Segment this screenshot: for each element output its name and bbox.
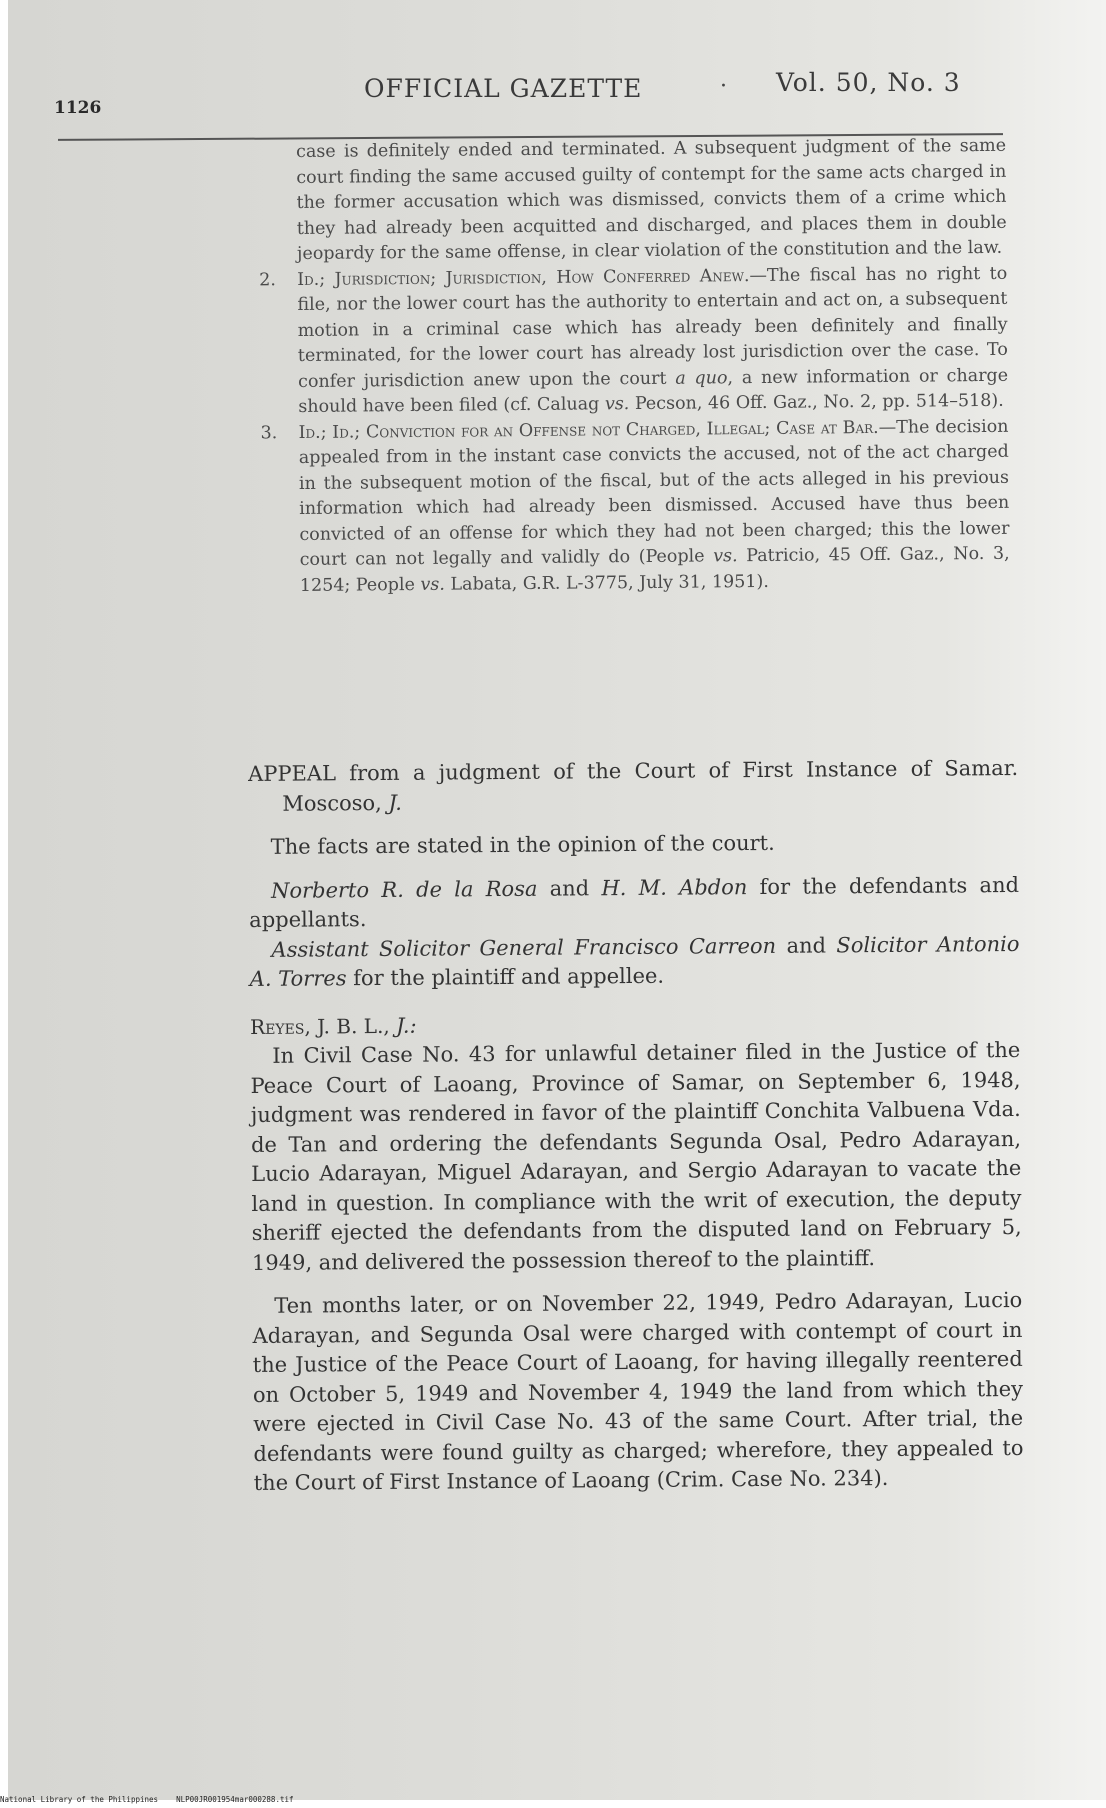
counsel-defendants: Norberto R. de la Rosa and H. M. Abdon for the defendants and appellants. — [249, 872, 1020, 932]
page-header — [8, 64, 1106, 124]
syllabus-versus: vs. — [713, 546, 738, 567]
counsel-name: H. M. Abdon — [601, 874, 748, 900]
counsel-name: Norberto R. de la Rosa — [270, 876, 538, 903]
scan-footer — [0, 1795, 294, 1804]
syllabus — [259, 134, 1010, 599]
facts-statement: The facts are stated in the opinion of the court. — [270, 830, 775, 859]
ponente-title: J.: — [395, 1013, 417, 1038]
syllabus-item-text: Patricio, 45 Off. Gaz., No. 3, 1254; People — [299, 543, 1010, 596]
syllabus-item-3 — [260, 414, 1010, 599]
syllabus-versus: vs. — [604, 394, 630, 415]
publication-title: OFFICIAL GAZETTE — [364, 74, 643, 103]
decision-body — [248, 754, 1024, 1499]
syllabus-latin-term: a quo — [675, 367, 728, 389]
opinion-paragraph: Ten months later, or on November 22, 1949, Pedro Adarayan, Lucio Adarayan, and Segunda Osal were charged with contempt of court in the Justice of the Peace Court of Laoang, for having illegally reentered on October 5, 1949 and November 4, 1949 the land from which they were ejected in Civil Case No. 43 of the same Court. After trial, the defendants were found guilty as charged; wherefore, they appealed to the Court of First Instance of Laoang (Crim. Case No. 234). — [252, 1287, 1024, 1495]
appeal-statement: APPEAL from a judgment of the Court of First Instance of Samar. Moscoso, J. — [248, 755, 1019, 816]
syllabus-item-heading: Id.; Jurisdiction; Jurisdiction, How Conferred Anew.— — [297, 265, 768, 290]
scanned-page — [8, 0, 1106, 1800]
syllabus-continuation: case is definitely ended and terminated. A subsequent judgment of the same court finding the same accused guilty of contempt for the same acts charged in the former accusation which was dismissed, convicts them of a crime which they had already been acquitted and discharged, and places them in double jeopardy for the same offense, in clear violation of the constitution and the law. — [296, 135, 1007, 264]
syllabus-item-text: The decision appealed from in the instant case convicts the accused, not of the act charged in the subsequent motion of the fiscal, but of the acts alleged in his previous information which had already been dismissed. Accused have thus been convicted of an offense for which they had not been charged; this the lower court can not legally and validly do (People — [298, 416, 1010, 570]
page-number: 1126 — [54, 98, 102, 118]
syllabus-item-text: , a new information or charge should have been filed (cf. Caluag — [298, 365, 1009, 417]
syllabus-item-text: The fiscal has no right to file, nor the lower court has the authority to entertain and act on, a subsequent motion in a criminal case which has already been definitely and finally terminated, for the lower court has already lost jurisdiction over the case. To confer jurisdiction anew upon the court — [297, 263, 1008, 392]
syllabus-item-text: Pecson, 46 Off. Gaz., No. 2, pp. 514–518). — [629, 390, 1004, 415]
syllabus-item-number: 2. — [259, 269, 277, 290]
scan-filename: NLP00JR001954mar000288.tif — [176, 1795, 294, 1804]
scan-source: National Library of the Philippines — [0, 1795, 159, 1804]
counsel-plaintiff: Assistant Solicitor General Francisco Carreon and Solicitor Antonio A. Torres for the plaintiff and appellee. — [249, 931, 1020, 991]
ponente: Reyes, J. B. L., J.: — [249, 1013, 417, 1039]
syllabus-versus: vs. — [420, 574, 446, 595]
syllabus-item-heading: Id.; Id.; Conviction for an Offense not Charged, Illegal; Case at Bar.— — [298, 417, 897, 443]
opinion-paragraph: In Civil Case No. 43 for unlawful detainer filed in the Justice of the Peace Court of Laoang, Province of Samar, on September 6, 1948, judgment was rendered in favor of the plaintiff Conchita Valbuena Vda. de Tan and ordering the defendants Segunda Osal, Pedro Adarayan, Lucio Adarayan, Miguel Adarayan, and Sergio Adarayan to vacate the land in question. In compliance with the writ of execution, the deputy sheriff ejected the defendants from the disputed land on February 5, 1949, and delivered the possession thereof to the plaintiff. — [250, 1037, 1022, 1275]
syllabus-item-number: 3. — [260, 422, 278, 443]
counsel-name: Solicitor Antonio A. Torres — [249, 931, 1020, 991]
syllabus-item-text: Labata, G.R. L-3775, July 31, 1951). — [444, 571, 769, 595]
syllabus-item-2 — [259, 261, 1009, 420]
header-separator: · — [720, 74, 727, 99]
appeal-judge-title: J. — [388, 790, 403, 815]
counsel-name: Assistant Solicitor General Francisco Carreon — [271, 933, 777, 962]
volume-number: Vol. 50, No. 3 — [776, 68, 961, 97]
